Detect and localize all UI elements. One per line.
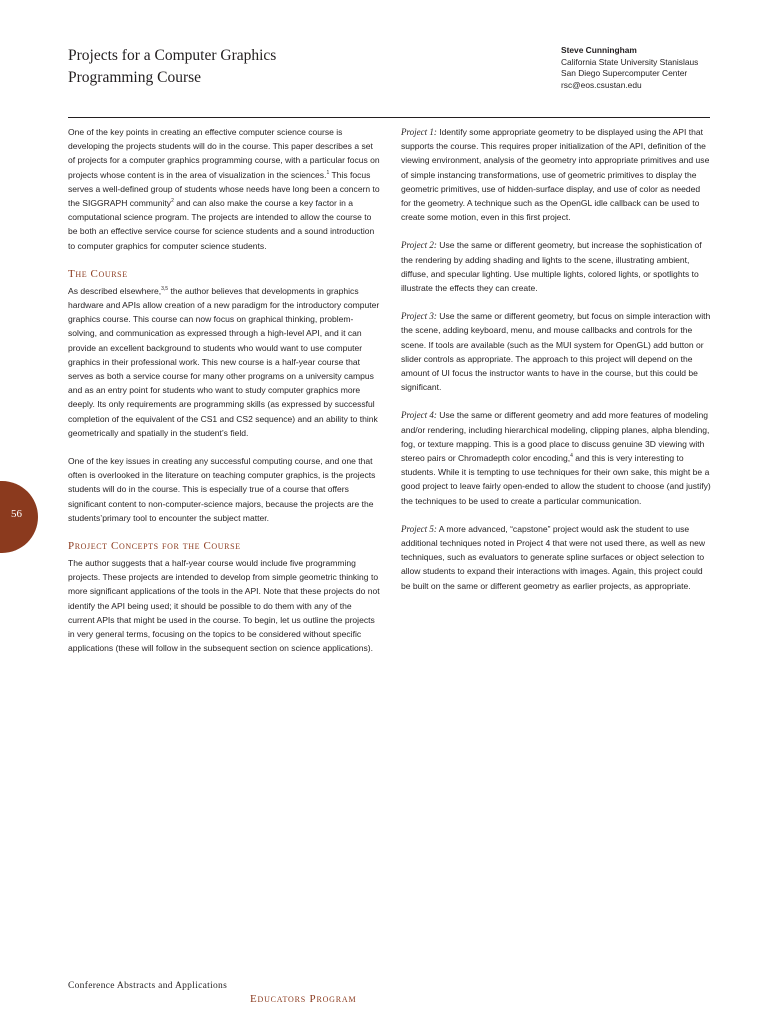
title-line-2: Programming Course xyxy=(68,69,202,86)
header-rule xyxy=(68,117,710,118)
course-paragraph-2: One of the key issues in creating any successful computing course, and one that often is overlooked in the literature on teaching computer graphics, is the projects students will do in the course. This is especially true of a course that offers significant content to non-computer-science majors, because the projects are the students’primary tool to encounter the subject matter. xyxy=(68,456,376,523)
intro-paragraph: One of the key points in creating an effective computer science course is developing the projects students will do in the course. This paper describes a set of projects for a computer graphics programming course, with a particular focus on projects whose content is in the area of visualization in the sciences.$^1$ This focus serves a well-defined group of students whose needs have long been a concern to the SIGGRAPH community$^2$ and can also make the course a key factor in a computational science program. The projects are intended to allow the course to be both an effective service course for science students and a sound introduction to computer graphics for computer science students. xyxy=(68,127,380,251)
paper-title xyxy=(68,45,398,89)
footer-publication: Conference Abstracts and Applications xyxy=(68,981,228,991)
heading-project-concepts: Project Concepts for the Course xyxy=(68,540,241,553)
author-email: rsc@eos.csustan.edu xyxy=(561,79,642,90)
project-1-paragraph: Project 1: Identify some appropriate geometry to be displayed using the API that supports the course. This requires proper initialization of the API, definition of the viewing environment, analysis of the geometry into appropriate primitives and use of simple instancing transformations, use of geometric primitives to display the geometric primitives, use of hidden-surface display, and use of color as needed for the geometry. A technique such as the OpenGL idle callback can be used to create some motion, even in this first project. xyxy=(401,127,710,223)
footnote-ref: 3,5 xyxy=(161,285,169,292)
project-3-label: Project 3: xyxy=(401,311,437,322)
project-5-label: Project 5: xyxy=(401,523,437,534)
course-paragraph-1: As described elsewhere,$^{3,5}$ the author believes that developments in graphics hardware and APIs allow creation of a new paradigm for the introductory computer graphics course. This course can now focus on graphical thinking, problem-solving, and communication as expressed through a high-level API, and it can provide an excellent background to students who would want to use computer graphics in their professional work. This new course is a half-year course that serves as both a service course for many other programs on a university campus and as an entry point for students who want to study computer graphics more deeply. Its only requirements are programming skills (as expressed by successful completion of the equivalent of the CS1 and CS2 sequence) and an ability to think geometrically and spatially in the student’s field. xyxy=(68,285,380,438)
author-name: Steve Cunningham xyxy=(561,45,637,55)
project-5-paragraph: Project 5: A more advanced, “capstone” project would ask the student to use additional techniques noted in Project 4 that were not used there, as well as new techniques, such as evaluators to generate spline surfaces or object selection to allow students to expand their interactions with images. Again, this project could be built on the same or different geometry as earlier projects, as appropriate. xyxy=(401,523,706,591)
title-line-1: Projects for a Computer Graphics xyxy=(68,47,277,64)
project-4-label: Project 4: xyxy=(401,410,437,421)
footer-section: Educators Program xyxy=(250,993,357,1005)
author-block xyxy=(561,45,751,91)
page-number: 56 xyxy=(11,508,22,520)
project-4-paragraph: Project 4: Use the same or different geometry and add more features of modeling and/or rendering, including hierarchical modeling, clipping planes, alpha blending, fog, or texture mapping. This is a good place to discuss genuine 3D viewing with stereo pairs or Chromadepth color encoding,$^4$ and this is very interesting to students. While it is tempting to use techniques for their own sake, this might be a good project to leave fairly open-ended to allow the student to choose (and justify) the techniques to be used to create a particular communication. xyxy=(401,410,711,506)
footnote-ref: 4 xyxy=(570,453,573,460)
left-column xyxy=(68,125,380,670)
project-2-label: Project 2: xyxy=(401,240,437,251)
footnote-ref: 2 xyxy=(171,198,174,205)
project-3-paragraph: Project 3: Use the same or different geometry, but focus on simple interaction with the scene, adding keyboard, menu, and mouse callbacks and controls for the scene. If tools are available (such as the MUI system for OpenGL) add button or slider controls as appropriate. The approach to this project will depend on the amount of UI focus the instructor wants to have in the course, but this could be significant. xyxy=(401,311,711,393)
right-column xyxy=(401,125,711,607)
footnote-ref: 1 xyxy=(326,169,330,176)
author-affiliation-2: San Diego Supercomputer Center xyxy=(561,68,688,78)
heading-the-course: The Course xyxy=(68,267,128,280)
author-affiliation-1: California State University Stanislaus xyxy=(561,56,699,67)
project-2-paragraph: Project 2: Use the same or different geometry, but increase the sophistication of the rendering by adding shading and lights to the scene, illustrating ambient, diffuse, and specular lighting. Use multiple lights, colored lights, or spotlights to illustrate the effects they can create. xyxy=(401,240,702,294)
project-1-label: Project 1: xyxy=(401,127,437,137)
concepts-paragraph: The author suggests that a half-year course would include five programming projects. These projects are intended to develop from simple geometric thinking to more significant applications of the tools in the API. Note that these projects do not identify the API being used; it should be possible to do them with any of the current APIs that might be used in the course. To begin, let us outline the projects in very general terms, focusing on the topics to be considered without specific applications (these will follow in the subsequent section on science applications). xyxy=(68,558,380,654)
